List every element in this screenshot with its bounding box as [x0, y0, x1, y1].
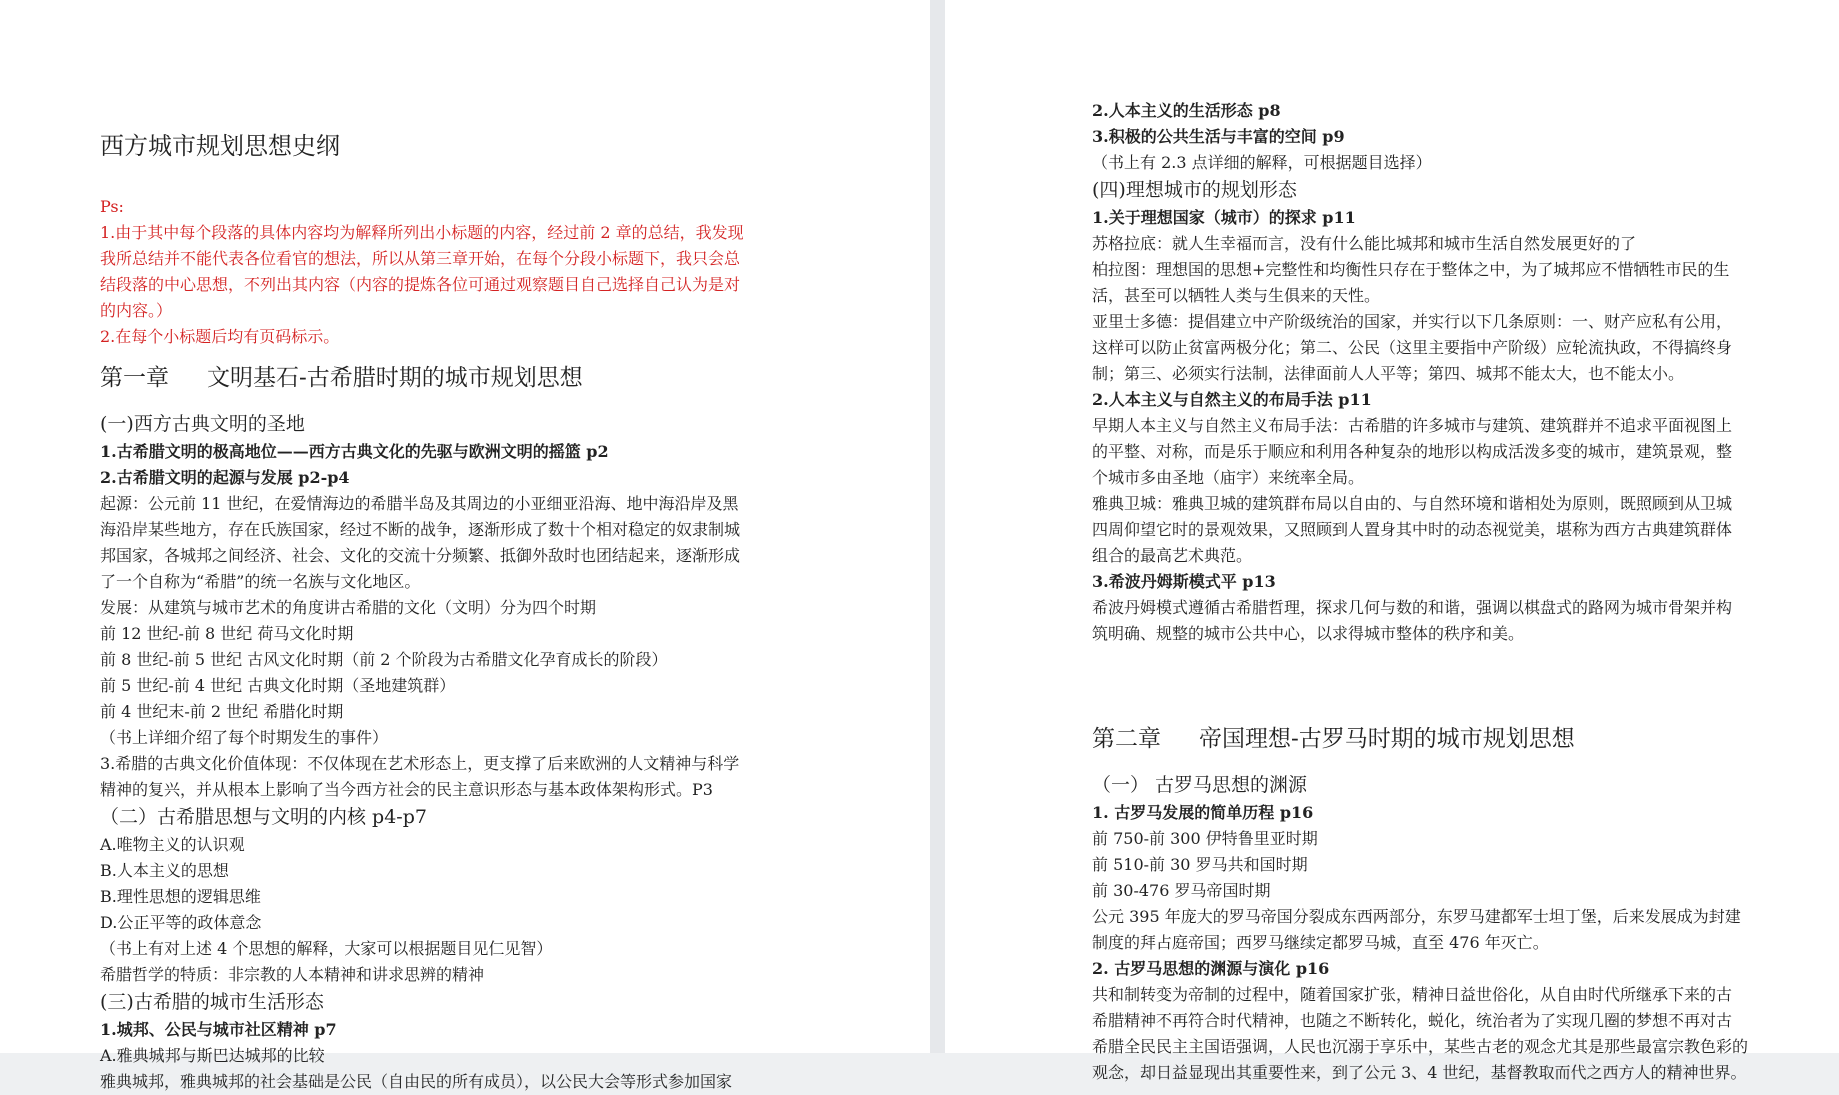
subsection-heading: 2. 古罗马思想的渊源与演化 p16 — [1092, 959, 1330, 978]
section-heading: (一)西方古典文明的圣地 — [100, 413, 305, 435]
chapter-1-number: 第一章 — [100, 365, 169, 391]
body-line: 海沿岸某些地方，存在氏族国家，经过不断的战争，逐渐形成了数十个相对稳定的奴隶制城 — [100, 520, 741, 539]
subsection-heading: 1.关于理想国家（城市）的探求 p11 — [1092, 208, 1356, 227]
subsection-heading: 1.古希腊文明的极高地位——西方古典文化的先驱与欧洲文明的摇篮 p2 — [100, 442, 609, 461]
body-line: 发展：从建筑与城市艺术的角度讲古希腊的文化（文明）分为四个时期 — [100, 598, 597, 617]
left-page-content — [100, 124, 800, 1095]
body-line: 的平整、对称，而是乐于顺应和利用各种复杂的地形以构成活泼多变的城市，建筑景观，整 — [1092, 442, 1733, 461]
body-line: 制度的拜占庭帝国；西罗马继续定都罗马城，直至 476 年灭亡。 — [1092, 933, 1549, 952]
subsection-heading: 2.古希腊文明的起源与发展 p2-p4 — [100, 468, 350, 487]
body-line: 柏拉图：理想国的思想+完整性和均衡性只存在于整体之中，为了城邦应不惜牺牲市民的生 — [1092, 260, 1730, 279]
ps-line: 1.由于其中每个段落的具体内容均为解释所列出小标题的内容，经过前 2 章的总结，我发现 — [100, 223, 744, 242]
chapter-2-number: 第二章 — [1092, 726, 1161, 752]
body-line: 四周仰望它时的景观效果，又照顾到人置身其中时的动态视觉美，堪称为西方古典建筑群体 — [1092, 520, 1733, 539]
ps-line: 我所总结并不能代表各位看官的想法，所以从第三章开始，在每个分段小标题下，我只会总 — [100, 249, 741, 268]
right-body-top — [1092, 98, 1792, 647]
body-line: 希腊哲学的特质：非宗教的人本精神和讲求思辨的精神 — [100, 965, 485, 984]
chapter-2-heading — [1092, 721, 1792, 757]
body-line: 希腊全民民主主国语强调，人民也沉溺于享乐中，某些古老的观念尤其是那些最富宗教色彩的 — [1092, 1037, 1749, 1056]
ps-line: 2.在每个小标题后均有页码标示。 — [100, 327, 340, 346]
subsection-heading: 2.人本主义的生活形态 p8 — [1092, 101, 1281, 120]
body-line: 组合的最高艺术典范。 — [1092, 546, 1253, 565]
body-line: A.雅典城邦与斯巴达城邦的比较 — [100, 1046, 325, 1065]
chapter-1-heading — [100, 360, 800, 396]
subsection-heading: 3.希波丹姆斯模式平 p13 — [1092, 572, 1276, 591]
body-line: 雅典城邦，雅典城邦的社会基础是公民（自由民的所有成员），以公民大会等形式参加国家 — [100, 1072, 733, 1091]
body-line: 前 12 世纪-前 8 世纪 荷马文化时期 — [100, 624, 354, 643]
subsection-heading: 1.城邦、公民与城市社区精神 p7 — [100, 1020, 337, 1039]
body-line: 活，甚至可以牺牲人类与生俱来的天性。 — [1092, 286, 1381, 305]
body-line: 苏格拉底：就人生幸福而言，没有什么能比城邦和城市生活自然发展更好的了 — [1092, 234, 1637, 253]
body-line: 前 8 世纪-前 5 世纪 古风文化时期（前 2 个阶段为古希腊文化孕育成长的阶段） — [100, 650, 668, 669]
body-line: 前 30-476 罗马帝国时期 — [1092, 881, 1271, 900]
section-heading: （二）古希腊思想与文明的内核 p4-p7 — [100, 806, 427, 828]
body-line: 精神的复兴，并从根本上影响了当今西方社会的民主意识形态与基本政体架构形式。P3 — [100, 780, 713, 799]
section-heading: (三)古希腊的城市生活形态 — [100, 991, 324, 1013]
ps-line: 结段落的中心思想，不列出其内容（内容的提炼各位可通过观察题目自己选择自己认为是对 — [100, 275, 741, 294]
body-line: 亚里士多德：提倡建立中产阶级统治的国家，并实行以下几条原则：一、财产应私有公用， — [1092, 312, 1733, 331]
right-page-content — [1092, 98, 1792, 1086]
body-line: D.公正平等的政体意念 — [100, 913, 262, 932]
subsection-heading: 2.人本主义与自然主义的布局手法 p11 — [1092, 390, 1372, 409]
document-title: 西方城市规划思想史纲 — [100, 132, 340, 160]
page-right — [945, 0, 1839, 1082]
body-line: （书上有对上述 4 个思想的解释，大家可以根据题目见仁见智） — [100, 939, 553, 958]
body-line: 雅典卫城：雅典卫城的建筑群布局以自由的、与自然环境和谐相处为原则，既照顾到从卫城 — [1092, 494, 1733, 513]
body-line: 公元 395 年庞大的罗马帝国分裂成东西两部分，东罗马建都军士坦丁堡，后来发展成为封建 — [1092, 907, 1741, 926]
subsection-heading: 3.积极的公共生活与丰富的空间 p9 — [1092, 127, 1345, 146]
body-line: B.人本主义的思想 — [100, 861, 229, 880]
body-line: 邦国家，各城邦之间经济、社会、文化的交流十分频繁、抵御外敌时也团结起来，逐渐形成 — [100, 546, 741, 565]
body-line: 希波丹姆模式遵循古希腊哲理，探求几何与数的和谐，强调以棋盘式的路网为城市骨架并构 — [1092, 598, 1733, 617]
page-divider — [930, 0, 945, 1053]
section-heading: (四)理想城市的规划形态 — [1092, 179, 1297, 201]
body-line: 筑明确、规整的城市公共中心，以求得城市整体的秩序和美。 — [1092, 624, 1525, 643]
body-line: 希腊精神不再符合时代精神，也随之不断转化，蜕化，统治者为了实现几圈的梦想不再对古 — [1092, 1011, 1733, 1030]
body-line: 前 510-前 30 罗马共和国时期 — [1092, 855, 1308, 874]
body-line: 这样可以防止贫富两极分化；第二、公民（这里主要指中产阶级）应轮流执政，不得搞终身 — [1092, 338, 1733, 357]
body-line: 早期人本主义与自然主义布局手法：古希腊的许多城市与建筑、建筑群并不追求平面视图上 — [1092, 416, 1733, 435]
body-line: （书上详细介绍了每个时期发生的事件） — [100, 728, 389, 747]
ps-line: Ps: — [100, 197, 124, 216]
body-line: 制；第三、必须实行法制，法律面前人人平等；第四、城邦不能太大，也不能太小。 — [1092, 364, 1685, 383]
body-line: 共和制转变为帝制的过程中，随着国家扩张，精神日益世俗化，从自由时代所继承下来的古 — [1092, 985, 1733, 1004]
ps-notes — [100, 194, 800, 350]
ps-line: 的内容。） — [100, 301, 173, 320]
body-line: A.唯物主义的认识观 — [100, 835, 245, 854]
body-line: 观念，却日益显现出其重要性来，到了公元 3、4 世纪，基督教取而代之西方人的精神世界。 — [1092, 1063, 1747, 1082]
body-line: 了一个自称为“希腊”的统一名族与文化地区。 — [100, 572, 421, 591]
right-body-bottom — [1092, 771, 1792, 1086]
body-line: B.理性思想的逻辑思维 — [100, 887, 261, 906]
chapter-1-title: 文明基石-古希腊时期的城市规划思想 — [207, 365, 583, 391]
body-line: 个城市多由圣地（庙宇）来统率全局。 — [1092, 468, 1365, 487]
body-line: 起源：公元前 11 世纪，在爱情海边的希腊半岛及其周边的小亚细亚沿海、地中海沿岸及黑 — [100, 494, 739, 513]
body-line: （书上有 2.3 点详细的解释，可根据题目选择） — [1092, 153, 1432, 172]
body-line: 前 750-前 300 伊特鲁里亚时期 — [1092, 829, 1318, 848]
body-line: 前 4 世纪末-前 2 世纪 希腊化时期 — [100, 702, 344, 721]
body-line: 前 5 世纪-前 4 世纪 古典文化时期（圣地建筑群） — [100, 676, 456, 695]
body-line: 3.希腊的古典文化价值体现：不仅体现在艺术形态上，更支撑了后来欧洲的人文精神与科学 — [100, 754, 740, 773]
section-heading: （一） 古罗马思想的渊源 — [1092, 774, 1308, 796]
subsection-heading: 1. 古罗马发展的简单历程 p16 — [1092, 803, 1314, 822]
left-body — [100, 410, 800, 1095]
chapter-2-title: 帝国理想-古罗马时期的城市规划思想 — [1199, 726, 1575, 752]
